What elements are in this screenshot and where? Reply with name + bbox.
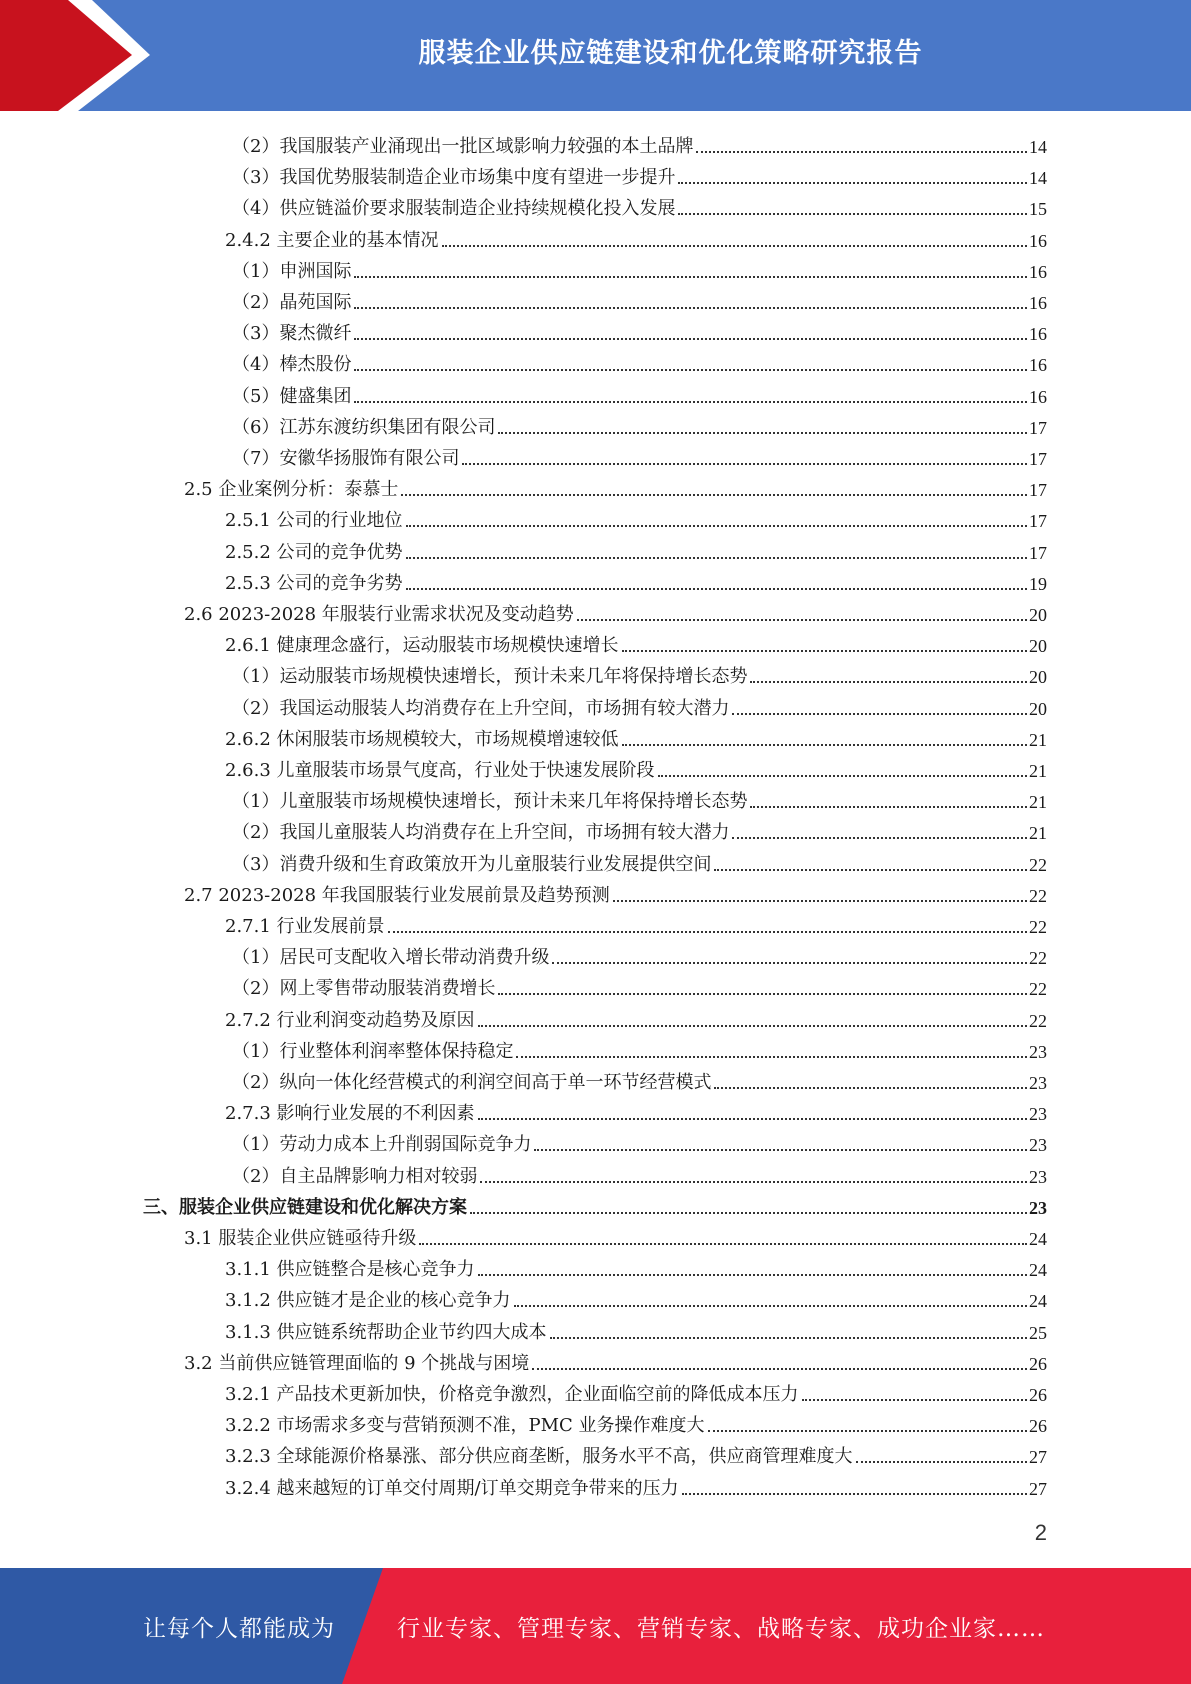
toc-dot-leader — [478, 1024, 1027, 1027]
toc-dot-leader — [401, 493, 1027, 496]
toc-entry-page: 15 — [1029, 199, 1047, 219]
page-number: 2 — [1034, 1520, 1047, 1545]
toc-entry-title: 2.6.1 健康理念盛行，运动服装市场规模快速增长 — [225, 635, 619, 656]
toc-entry[interactable] — [184, 877, 1047, 908]
footer-banner — [0, 1568, 1191, 1684]
toc-dot-leader — [498, 431, 1027, 434]
toc-entry-page: 20 — [1029, 636, 1047, 656]
toc-entry-title: 2.5.2 公司的竞争优势 — [225, 542, 403, 563]
toc-entry-page: 23 — [1029, 1073, 1047, 1093]
toc-dot-leader — [534, 1148, 1027, 1151]
toc-entry[interactable] — [225, 565, 1047, 596]
toc-entry[interactable] — [232, 1064, 1047, 1095]
toc-entry-page: 19 — [1029, 574, 1047, 594]
toc-entry[interactable] — [225, 1376, 1047, 1407]
toc-entry-title: （4）供应链溢价要求服装制造企业持续规模化投入发展 — [232, 198, 676, 219]
toc-dot-leader — [462, 462, 1027, 465]
toc-entry[interactable] — [184, 1220, 1047, 1251]
toc-entry[interactable] — [232, 814, 1047, 845]
toc-dot-leader — [708, 1429, 1027, 1432]
toc-dot-leader — [498, 992, 1027, 995]
toc-entry[interactable] — [184, 1345, 1047, 1376]
toc-entry-page: 17 — [1029, 480, 1047, 500]
toc-entry-page: 14 — [1029, 137, 1047, 157]
toc-entry-page: 21 — [1029, 823, 1047, 843]
toc-entry-title: 2.4.2 主要企业的基本情况 — [225, 230, 439, 251]
toc-entry-title: 2.7.1 行业发展前景 — [225, 916, 385, 937]
toc-entry-page: 21 — [1029, 730, 1047, 750]
toc-dot-leader — [750, 680, 1027, 683]
toc-entry[interactable] — [225, 222, 1047, 253]
toc-dot-leader — [732, 836, 1027, 839]
toc-entry[interactable] — [232, 409, 1047, 440]
toc-entry-title: （3）消费升级和生育政策放开为儿童服装行业发展提供空间 — [232, 854, 712, 875]
toc-dot-leader — [682, 1492, 1027, 1495]
toc-dot-leader — [732, 712, 1027, 715]
toc-entry-page: 23 — [1029, 1135, 1047, 1155]
toc-dot-leader — [516, 1055, 1027, 1058]
toc-entry-page: 21 — [1029, 792, 1047, 812]
toc-entry[interactable] — [232, 1033, 1047, 1064]
toc-entry-page: 22 — [1029, 979, 1047, 999]
toc-entry[interactable] — [232, 128, 1047, 159]
toc-entry-page: 16 — [1029, 293, 1047, 313]
toc-entry-page: 17 — [1029, 418, 1047, 438]
toc-entry[interactable] — [232, 1158, 1047, 1189]
toc-entry[interactable] — [232, 658, 1047, 689]
toc-entry-page: 20 — [1029, 667, 1047, 687]
toc-dot-leader — [478, 1117, 1027, 1120]
toc-dot-leader — [678, 181, 1027, 184]
toc-entry-page: 16 — [1029, 231, 1047, 251]
toc-entry-page: 16 — [1029, 262, 1047, 282]
toc-entry-title: （1）运动服装市场规模快速增长，预计未来几年将保持增长态势 — [232, 666, 748, 687]
toc-entry-title: 2.7.2 行业利润变动趋势及原因 — [225, 1010, 475, 1031]
toc-entry-page: 14 — [1029, 168, 1047, 188]
toc-entry-title: （1）劳动力成本上升削弱国际竞争力 — [232, 1134, 532, 1155]
toc-dot-leader — [714, 1086, 1027, 1089]
toc-entry-page: 24 — [1029, 1291, 1047, 1311]
toc-entry[interactable] — [232, 846, 1047, 877]
toc-dot-leader — [802, 1398, 1027, 1401]
toc-dot-leader — [613, 899, 1027, 902]
toc-entry-page: 22 — [1029, 1011, 1047, 1031]
toc-entry-title: 2.6.3 儿童服装市场景气度高，行业处于快速发展阶段 — [225, 760, 655, 781]
toc-dot-leader — [354, 306, 1027, 309]
toc-entry-title: （6）江苏东渡纺织集团有限公司 — [232, 417, 496, 438]
toc-entry-title: 3.2 当前供应链管理面临的 9 个挑战与困境 — [184, 1353, 530, 1374]
toc-dot-leader — [577, 618, 1027, 621]
toc-dot-leader — [622, 743, 1027, 746]
toc-entry[interactable] — [225, 721, 1047, 752]
toc-entry[interactable] — [225, 1438, 1047, 1469]
toc-entry-page: 26 — [1029, 1354, 1047, 1374]
toc-entry[interactable] — [184, 596, 1047, 627]
toc-entry[interactable] — [232, 284, 1047, 315]
toc-entry-title: （2）我国服装产业涌现出一批区域影响力较强的本土品牌 — [232, 136, 694, 157]
toc-dot-leader — [552, 961, 1027, 964]
report-title: 服装企业供应链建设和优化策略研究报告 — [418, 37, 923, 69]
toc-entry-page: 22 — [1029, 855, 1047, 875]
toc-entry[interactable] — [225, 1251, 1047, 1282]
toc-entry[interactable] — [225, 534, 1047, 565]
toc-entry-page: 16 — [1029, 355, 1047, 375]
toc-entry[interactable] — [225, 627, 1047, 658]
toc-dot-leader — [354, 337, 1027, 340]
toc-entry[interactable] — [232, 253, 1047, 284]
toc-entry-title: 2.5.3 公司的竞争劣势 — [225, 573, 403, 594]
toc-dot-leader — [406, 587, 1027, 590]
toc-entry-page: 17 — [1029, 449, 1047, 469]
toc-entry-title: （1）居民可支配收入增长带动消费升级 — [232, 947, 550, 968]
toc-dot-leader — [622, 649, 1027, 652]
toc-dot-leader — [856, 1460, 1027, 1463]
toc-entry[interactable] — [225, 908, 1047, 939]
footer-slogan-right: 行业专家、管理专家、营销专家、战略专家、成功企业家…… — [397, 1615, 1045, 1642]
toc-entry-title: 3.2.4 越来越短的订单交付周期/订单交期竞争带来的压力 — [225, 1478, 679, 1499]
toc-entry[interactable] — [232, 970, 1047, 1001]
header-banner — [0, 0, 1191, 111]
toc-entry-title: （2）纵向一体化经营模式的利润空间高于单一环节经营模式 — [232, 1072, 712, 1093]
toc-entry[interactable] — [225, 1002, 1047, 1033]
toc-dot-leader — [550, 1336, 1027, 1339]
toc-entry[interactable] — [225, 1282, 1047, 1313]
toc-entry-page: 26 — [1029, 1416, 1047, 1436]
toc-dot-leader — [388, 930, 1027, 933]
toc-entry-page: 22 — [1029, 917, 1047, 937]
toc-entry[interactable] — [232, 159, 1047, 190]
toc-dot-leader — [480, 1180, 1027, 1183]
toc-dot-leader — [714, 868, 1027, 871]
toc-entry-title: （4）棒杰股份 — [232, 354, 352, 375]
toc-entry-title: （3）聚杰微纤 — [232, 323, 352, 344]
toc-entry-title: （7）安徽华扬服饰有限公司 — [232, 448, 460, 469]
toc-dot-leader — [354, 368, 1027, 371]
toc-dot-leader — [678, 212, 1027, 215]
toc-entry-title: （2）网上零售带动服装消费增长 — [232, 978, 496, 999]
toc-entry-title: （2）我国儿童服装人均消费存在上升空间，市场拥有较大潜力 — [232, 822, 730, 843]
toc-dot-leader — [470, 1211, 1027, 1214]
toc-entry[interactable] — [225, 1095, 1047, 1126]
toc-entry[interactable] — [232, 783, 1047, 814]
toc-entry-page: 23 — [1029, 1167, 1047, 1187]
toc-dot-leader — [658, 774, 1027, 777]
toc-entry-title: 3.1.3 供应链系统帮助企业节约四大成本 — [225, 1322, 547, 1343]
footer-slogan-left: 让每个人都能成为 — [143, 1615, 335, 1642]
toc-entry-page: 26 — [1029, 1385, 1047, 1405]
toc-entry[interactable] — [232, 939, 1047, 970]
toc-entry-page: 24 — [1029, 1260, 1047, 1280]
toc-dot-leader — [406, 524, 1027, 527]
toc-entry-title: 3.1 服装企业供应链亟待升级 — [184, 1228, 417, 1249]
toc-entry-page: 20 — [1029, 699, 1047, 719]
toc-entry-page: 22 — [1029, 948, 1047, 968]
toc-dot-leader — [354, 400, 1027, 403]
toc-entry-title: 3.2.3 全球能源价格暴涨、部分供应商垄断，服务水平不高，供应商管理难度大 — [225, 1446, 853, 1467]
toc-entry-title: （3）我国优势服装制造企业市场集中度有望进一步提升 — [232, 167, 676, 188]
toc-entry[interactable] — [232, 690, 1047, 721]
toc-entry[interactable] — [143, 1189, 1047, 1220]
toc-dot-leader — [354, 275, 1027, 278]
toc-dot-leader — [406, 556, 1027, 559]
toc-dot-leader — [514, 1304, 1027, 1307]
toc-dot-leader — [696, 150, 1027, 153]
toc-entry-title: 2.7 2023-2028 年我国服装行业发展前景及趋势预测 — [184, 885, 610, 906]
toc-entry-title: 2.7.3 影响行业发展的不利因素 — [225, 1103, 475, 1124]
toc-entry-title: （1）申洲国际 — [232, 261, 352, 282]
toc-entry-page: 23 — [1029, 1104, 1047, 1124]
toc-entry[interactable] — [225, 502, 1047, 533]
toc-entry-title: 3.1.2 供应链才是企业的核心竞争力 — [225, 1290, 511, 1311]
toc-entry[interactable] — [232, 1126, 1047, 1157]
toc-entry-page: 23 — [1029, 1042, 1047, 1062]
toc-entry-title: （1）儿童服装市场规模快速增长，预计未来几年将保持增长态势 — [232, 791, 748, 812]
toc-dot-leader — [442, 244, 1027, 247]
toc-entry-title: 3.2.2 市场需求多变与营销预测不准，PMC 业务操作难度大 — [225, 1415, 705, 1436]
toc-dot-leader — [478, 1273, 1027, 1276]
toc-entry[interactable] — [232, 190, 1047, 221]
toc-entry-title: 三、服装企业供应链建设和优化解决方案 — [143, 1197, 467, 1218]
toc-entry-page: 23 — [1029, 1198, 1047, 1218]
toc-entry[interactable] — [232, 440, 1047, 471]
toc-entry[interactable] — [232, 378, 1047, 409]
toc-entry-page: 16 — [1029, 387, 1047, 407]
toc-entry-page: 27 — [1029, 1479, 1047, 1499]
toc-entry[interactable] — [225, 752, 1047, 783]
toc-entry-page: 20 — [1029, 605, 1047, 625]
toc-entry-title: 2.5 企业案例分析：泰慕士 — [184, 479, 399, 500]
toc-entry-title: 2.5.1 公司的行业地位 — [225, 510, 403, 531]
toc-entry-page: 16 — [1029, 324, 1047, 344]
toc-entry-title: （5）健盛集团 — [232, 386, 352, 407]
toc-entry-title: 2.6 2023-2028 年服装行业需求状况及变动趋势 — [184, 604, 574, 625]
toc-entry-page: 17 — [1029, 511, 1047, 531]
toc-entry-page: 22 — [1029, 886, 1047, 906]
toc-entry-page: 21 — [1029, 761, 1047, 781]
toc-entry[interactable] — [232, 346, 1047, 377]
toc-entry-title: 3.2.1 产品技术更新加快，价格竞争激烈，企业面临空前的降低成本压力 — [225, 1384, 799, 1405]
toc-entry-title: 3.1.1 供应链整合是核心竞争力 — [225, 1259, 475, 1280]
toc-entry-page: 25 — [1029, 1323, 1047, 1343]
toc-entry[interactable] — [225, 1314, 1047, 1345]
toc-entry[interactable] — [225, 1407, 1047, 1438]
toc-entry-page: 17 — [1029, 543, 1047, 563]
toc-entry-page: 27 — [1029, 1447, 1047, 1467]
toc-dot-leader — [750, 805, 1027, 808]
toc-entry-page: 24 — [1029, 1229, 1047, 1249]
toc-entry[interactable] — [225, 1470, 1047, 1501]
toc-entry-title: 2.6.2 休闲服装市场规模较大，市场规模增速较低 — [225, 729, 619, 750]
toc-dot-leader — [419, 1242, 1027, 1245]
toc-entry-title: （2）晶苑国际 — [232, 292, 352, 313]
toc-entry-title: （2）我国运动服装人均消费存在上升空间，市场拥有较大潜力 — [232, 698, 730, 719]
toc-entry-title: （2）自主品牌影响力相对较弱 — [232, 1166, 478, 1187]
toc-dot-leader — [532, 1367, 1027, 1370]
toc-entry[interactable] — [184, 471, 1047, 502]
toc-entry-title: （1）行业整体利润率整体保持稳定 — [232, 1041, 514, 1062]
toc-entry[interactable] — [232, 315, 1047, 346]
